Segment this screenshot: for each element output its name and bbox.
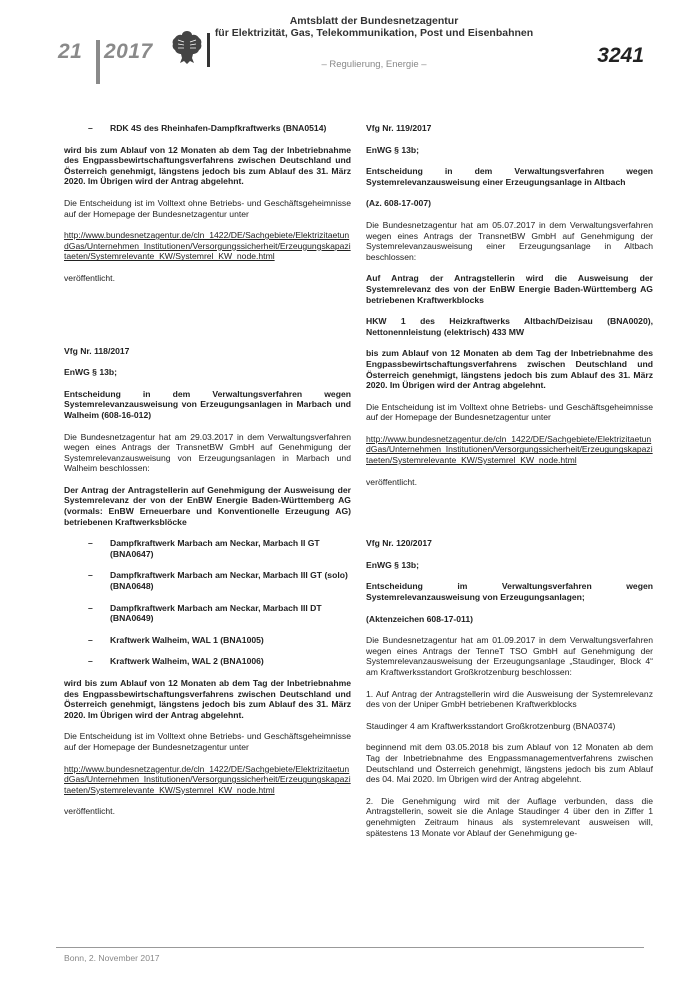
list-item-text: Dampfkraftwerk Marbach am Neckar, Marbach II GT (BNA0647) — [110, 538, 320, 559]
journal-title-line1: Amtsblatt der Bundesnetzagentur — [289, 15, 459, 27]
published-note: veröffentlicht. — [64, 272, 115, 283]
order-number: Vfg Nr. 119/2017 — [366, 123, 432, 133]
decision-text: wird bis zum Ablauf von 12 Monaten ab dem Tag der Inbetriebnahme des Engpassbewirtschaftungsverfahrens zwischen Deutschland und Österreich genehmigt, längstens jedoch bis zum Ablauf des 31. März 2020. Im Übrigen wird der Antrag abgelehnt. — [64, 678, 351, 720]
decision-text: Auf Antrag der Antragstellerin wird die Ausweisung der Systemrelevanz des von der EnBW Energie Baden-Württemberg AG betriebenen Kraftwerkblocks — [366, 273, 653, 305]
order-body: Die Bundesnetzagentur hat am 29.03.2017 in dem Verwaltungsverfahren wegen eines Antrags der TransnetBW GmbH auf Genehmigung der Systemrelevanzausweisung von Erzeugungsanlagen in Marbach und Walheim beschlossen: — [64, 431, 351, 474]
decision-text: beginnend mit dem 03.05.2018 bis zum Ablauf von 12 Monaten ab dem Tag der Inbetriebnahme des Engpassmanagementverfahrens zwischen Deutschland und Österreich genehmigt, längstens jedoch bis zum Ablauf des 04. Mai 2020. Im Übrigen wird der Antrag abgelehnt. — [366, 742, 653, 785]
list-item-text: Kraftwerk Walheim, WAL 1 (BNA1005) — [110, 634, 264, 645]
footer-rule — [56, 947, 644, 948]
list-dash: – — [88, 538, 93, 549]
decision-text: bis zum Ablauf von 12 Monaten ab dem Tag der Inbetriebnahme des Engpassbewirtschaftungsverfahrens zwischen Deutschland und Österreich genehmigt, längstens jedoch bis zum Ablauf des 31. März 2020. Im Übrigen wird der Antrag abgelehnt. — [366, 348, 653, 391]
header-divider — [96, 40, 100, 84]
published-note: veröffentlicht. — [64, 806, 115, 817]
journal-title — [214, 15, 534, 39]
plant-name: Staudinger 4 am Kraftwerksstandort Großkrotzenburg (BNA0374) — [366, 720, 616, 731]
footer-place-date: Bonn, 2. November 2017 — [64, 953, 160, 963]
homepage-link[interactable]: http://www.bundesnetzagentur.de/cln_1422/DE/Sachgebiete/ElektrizitaetundGas/Unternehmen_Institutionen/Versorgungssicherheit/Erzeugungskapazitaeten/Systemrelevante_KW/Systemrel_KW_node.html — [366, 433, 653, 466]
journal-title-line2: für Elektrizität, Gas, Telekommunikation, Post und Eisenbahnen — [214, 27, 534, 39]
order-heading: Entscheidung in dem Verwaltungsverfahren wegen Systemrelevanzausweisung von Erzeugungsanlagen in Marbach und Walheim (608-16-012) — [64, 388, 351, 420]
list-item-text: Dampfkraftwerk Marbach am Neckar, Marbach III DT (BNA0649) — [110, 602, 322, 624]
fulltext-note: Die Entscheidung ist im Volltext ohne Betriebs- und Geschäftsgeheimnisse auf der Homepage der Bundesnetzagentur unter — [366, 401, 653, 423]
file-reference: (Az. 608-17-007) — [366, 198, 431, 209]
homepage-link[interactable]: http://www.bundesnetzagentur.de/cln_1422/DE/Sachgebiete/ElektrizitaetundGas/Unternehmen_Institutionen/Versorgungssicherheit/Erzeugungskapazitaeten/Systemrelevante_KW/Systemrel_KW_node.html — [64, 763, 351, 795]
header-rule — [207, 33, 210, 67]
order-heading: Entscheidung in dem Verwaltungsverfahren wegen Systemrelevanzausweisung einer Erzeugungsanlage in Altbach — [366, 166, 653, 187]
fulltext-note: Die Entscheidung ist im Volltext ohne Betriebs- und Geschäftsgeheimnisse auf der Homepage der Bundesnetzagentur unter — [64, 197, 351, 219]
list-item — [64, 538, 351, 559]
law-reference: EnWG § 13b; — [366, 559, 420, 570]
list-item — [64, 656, 351, 667]
order-heading: Entscheidung im Verwaltungsverfahren wegen Systemrelevanzausweisung von Erzeugungsanlagen; — [366, 581, 653, 603]
list-item — [64, 123, 351, 134]
file-reference: (Aktenzeichen 608-17-011) — [366, 613, 473, 624]
order-body: Die Bundesnetzagentur hat am 01.09.2017 in dem Verwaltungsverfahren wegen eines Antrags der TenneT TSO GmbH auf Genehmigung der Systemrelevanzausweisung der Erzeugungsanlage „Staudinger, Block 4“ am Kraftwerksstandort Großkrotzenburg beschlossen: — [366, 635, 653, 677]
plant-name: HKW 1 des Heizkraftwerks Altbach/Deizisau (BNA0020), Nettonennleistung (elektrisch) 433 MW — [366, 316, 653, 337]
decision-text: Der Antrag der Antragstellerin auf Genehmigung der Ausweisung der Systemrelevanz der von der EnBW Energie Baden-Württemberg AG (vormals: EnBW Erneuerbare und Konventionelle Erzeugung AG) betriebenen Kraftwerksblöcke — [64, 484, 351, 527]
fulltext-note: Die Entscheidung ist im Volltext ohne Betriebs- und Geschäftsgeheimnisse auf der Homepage der Bundesnetzagentur unter — [64, 731, 351, 752]
journal-subtitle: – Regulierung, Energie – — [321, 59, 427, 70]
section-gap — [64, 295, 351, 346]
issue-number: 21 — [58, 40, 83, 63]
right-column — [366, 123, 653, 849]
law-reference: EnWG § 13b; — [64, 367, 118, 378]
homepage-link[interactable]: http://www.bundesnetzagentur.de/cln_1422/DE/Sachgebiete/ElektrizitaetundGas/Unternehmen_Institutionen/Versorgungssicherheit/Erzeugungskapazitaeten/Systemrelevante_KW/Systemrel_KW_node.html — [64, 230, 351, 262]
list-dash: – — [88, 656, 93, 667]
decision-point: 1. Auf Antrag der Antragstellerin wird die Ausweisung der Systemrelevanz des von der Uniper GmbH betriebenen Kraftwerkblocks — [366, 688, 653, 710]
decision-text: wird bis zum Ablauf von 12 Monaten ab dem Tag der Inbetriebnahme des Engpassbewirtschaftungsverfahrens zwischen Deutschland und Österreich genehmigt, längstens jedoch bis zum Ablauf des 31. März 2020. Im Übrigen wird der Antrag abgelehnt. — [64, 144, 351, 187]
federal-eagle-icon — [170, 28, 204, 68]
list-item — [64, 570, 351, 591]
list-dash: – — [88, 570, 93, 581]
order-body: Die Bundesnetzagentur hat am 05.07.2017 in dem Verwaltungsverfahren wegen eines Antrags der TransnetBW GmbH auf Genehmigung der Systemrelevanzausweisung einer Erzeugungsanlage in Altbach beschlossen: — [366, 219, 653, 262]
decision-point: 2. Die Genehmigung wird mit der Auflage verbunden, dass die Antragstellerin, soweit sie die Anlage Staudinger 4 über den in Ziffer 1 genehmigten Zeitraum hinaus als systemrelevant ausweisen will, spätestens 13 Monate vor Ablauf der Genehmigung ge- — [366, 795, 653, 838]
page-number: 3241 — [597, 44, 644, 67]
list-dash: – — [88, 602, 93, 613]
issue-year: 2017 — [104, 40, 153, 63]
law-reference: EnWG § 13b; — [366, 144, 420, 155]
order-number: Vfg Nr. 118/2017 — [64, 345, 130, 356]
list-item-text: RDK 4S des Rheinhafen-Dampfkraftwerks (BNA0514) — [110, 123, 327, 133]
list-item — [64, 603, 351, 624]
list-item-text: Kraftwerk Walheim, WAL 2 (BNA1006) — [110, 656, 264, 667]
published-note: veröffentlicht. — [366, 476, 417, 487]
order-number: Vfg Nr. 120/2017 — [366, 538, 432, 549]
list-dash: – — [88, 634, 93, 645]
left-column — [64, 123, 351, 828]
section-gap — [366, 498, 653, 538]
list-dash: – — [88, 123, 93, 133]
list-item-text: Dampfkraftwerk Marbach am Neckar, Marbach III GT (solo) (BNA0648) — [110, 570, 348, 592]
list-item — [64, 635, 351, 646]
